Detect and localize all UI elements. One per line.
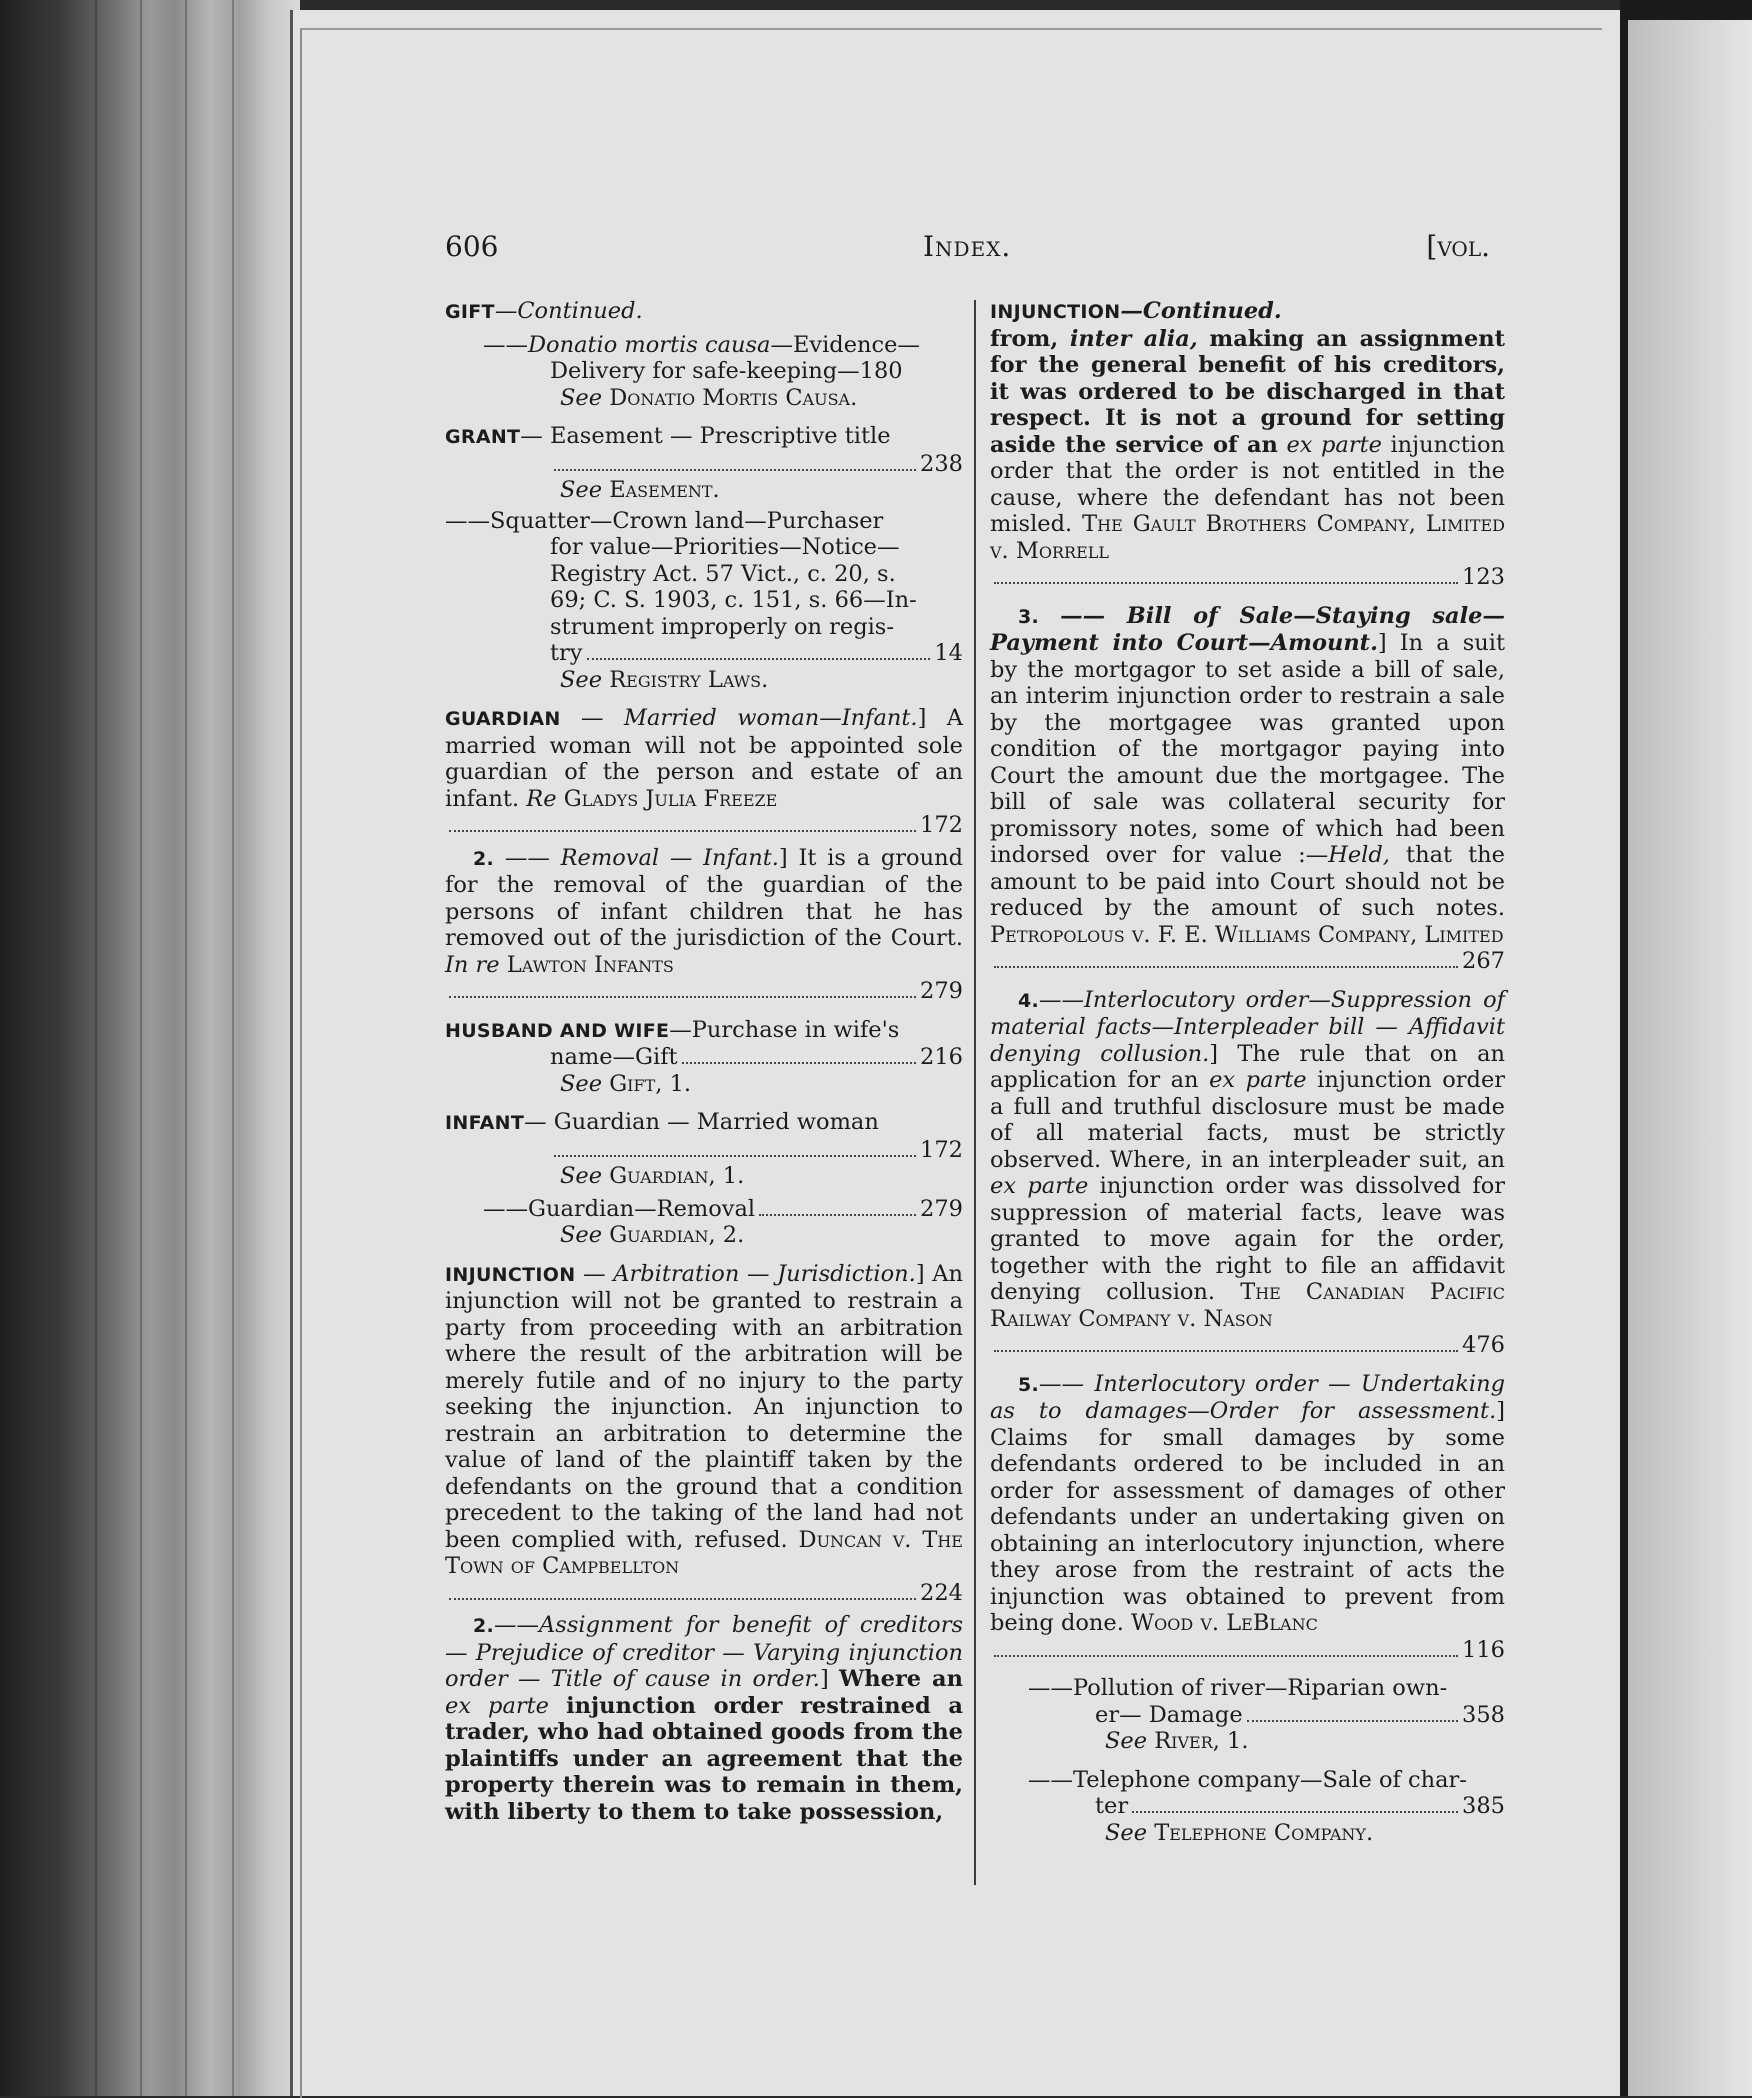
- text-head: GUARDIAN: [445, 708, 561, 730]
- text-e1-see: See: [560, 384, 603, 411]
- text-p1-page: 123: [1462, 564, 1505, 590]
- text-p1-c: injunction order that the order is not entitled in the cause, where the defendant has not been misled.: [990, 431, 1506, 537]
- text-re: Re: [526, 785, 557, 812]
- text-ref: Easement.: [609, 477, 720, 503]
- text-n2-t2: injunction order restrained a trader, who had obtained goods from the plaintiffs under an agreement that the property therein was to remain in them, with liberty to them to take possession,: [445, 1692, 964, 1825]
- text-p1-case: The Gault Brothers Company, Limited v. Morrell: [990, 511, 1505, 564]
- text-pol-ref: River, 1.: [1154, 1728, 1249, 1754]
- right-column: [990, 298, 1505, 1858]
- text-n3-text: In a suit by the mortgagor to set aside a bill of sale, an interim injunction order to restrain a sale by the mortgagee was granted upon condition of the mortgagor paying into Court the amount due the mortgagee. The bill of sale was collateral security for promissory notes, some of which had been indorsed over for value :—: [990, 630, 1505, 868]
- text-sq-page: 14: [934, 640, 963, 666]
- left-column: [445, 298, 963, 1837]
- text-p1-it2: ex parte: [1286, 431, 1382, 458]
- text-pol-see: See: [1105, 1728, 1148, 1754]
- text-tel-ref: Telephone Company.: [1154, 1819, 1374, 1846]
- text-ref: Gift, 1.: [609, 1070, 692, 1097]
- text-e1-it: Donatio mortis causa: [528, 331, 771, 358]
- text-n2-it: —— Removal — Infant.: [504, 844, 779, 871]
- text-text: An injunction will not be granted to restrain a party from proceeding with an arbitration where the result of the arbitration will be merely futile and of no injury to the party seeking the injunction. An injunction to restrain an arbitration to determine the value of land of the plaintiff taken by the defendants on the ground that a condition precedent to the taking of the land had not been complied with, refused.: [445, 1260, 964, 1553]
- text-l1: — Guardian — Married woman: [524, 1109, 879, 1135]
- text-p1-b: making an assignment for the general benefit of his creditors, it was ordered to be discharged in that respect. It is not a ground for setting aside the service of an: [990, 325, 1506, 458]
- text-n2-case: Lawton Infants: [506, 951, 674, 978]
- text-e1-ref: Donatio Mortis Causa.: [609, 384, 858, 411]
- text-page: 172: [920, 1136, 963, 1163]
- text-n4-t3: injunction order was dissolved for suppression of material facts, leave was granted to move again for the order, together with the right to file an affidavit denying collusion.: [990, 1173, 1505, 1305]
- text-cont-head: INJUNCTION: [990, 301, 1121, 323]
- entry-injunction-5: 5.—— Interlocutory order — Undertaking as to damages—Order for assessment.] Claims for small damages by some defendants ordered to be included in an order for assessment of damages of other defendants under an undertaking given on obtaining an interlocutory injunction, where they arose from the restraint of acts the injunction was obtained to prevent from being done. Wood v. LeBlanc 116: [990, 1370, 1505, 1663]
- text-n3: 3.: [1018, 605, 1040, 628]
- text-n4-it2: ex parte: [1209, 1067, 1307, 1093]
- column-divider: [974, 300, 976, 1885]
- text-head: INJUNCTION: [445, 1263, 576, 1286]
- text-n2: 2.: [473, 847, 495, 870]
- text-head: GRANT: [445, 426, 521, 448]
- text-tel2: ter: [1095, 1793, 1129, 1819]
- text-case: Duncan v. The Town of Campbellton: [445, 1526, 963, 1579]
- text-page: 224: [920, 1579, 963, 1606]
- text-see: See: [560, 1070, 603, 1097]
- next-page-edge: [1628, 20, 1752, 2096]
- text-e1-l2: Delivery for safe-keeping—180: [550, 358, 903, 384]
- text-n3-page: 267: [1462, 948, 1505, 974]
- text-n3-text2: that the amount to be paid into Court should not be reduced by the amount of such notes.: [990, 842, 1505, 921]
- text-n4-page: 476: [1462, 1332, 1505, 1358]
- text-sq2: for value—Priorities—Notice—: [550, 534, 900, 560]
- text-n4-it3: ex parte: [990, 1173, 1089, 1199]
- text-text: A married woman will not be appointed sole guardian of the person and estate of an infant.: [445, 705, 963, 812]
- text-tel-see: See: [1105, 1819, 1148, 1846]
- text-page: 172: [920, 812, 963, 838]
- text-n2-text: It is a ground for the removal of the guardian of the persons of infant children that he has removed out of the jurisdiction of the Court.: [445, 844, 963, 951]
- text-cont: —Continued.: [494, 298, 643, 324]
- text-n2-re: In re: [445, 951, 500, 978]
- text-p1-a: from,: [990, 325, 1059, 352]
- entry-injunction-telephone: [990, 1767, 1505, 1847]
- page-header: [445, 230, 1490, 270]
- entry-guardian: GUARDIAN — Married woman—Infant.] A married woman will not be appointed sole guardian of the person and estate of an infant. Re Gladys Julia Freeze 172 2. —— Removal — Infant.] It is a ground for the removal of the guardian of the persons of infant children that he has removed out of the jurisdiction of the Court. In re Lawton Infants 279: [445, 705, 963, 1004]
- text-pol-page: 358: [1462, 1701, 1505, 1728]
- page-title: Index.: [923, 230, 1012, 263]
- text-case: Gladys Julia Freeze: [563, 785, 778, 812]
- text-sq1: ——Squatter—Crown land—Purchaser: [445, 507, 884, 534]
- text-see2: See: [560, 1222, 603, 1248]
- text-head: HUSBAND AND WIFE: [445, 1019, 670, 1042]
- text-pol1: ——Pollution of river—Riparian own-: [1028, 1675, 1448, 1701]
- text-head: INFANT: [445, 1112, 525, 1134]
- text-n3-it: —— Bill of Sale—Staying sale—Payment into Court—Amount.: [990, 602, 1505, 656]
- text-sq3: Registry Act. 57 Vict., c. 20, s.: [550, 560, 896, 587]
- text-ref: Guardian, 1.: [609, 1163, 745, 1189]
- text-l1: — Easement — Prescriptive title: [520, 423, 891, 449]
- text-n4: 4.: [1018, 989, 1040, 1012]
- text-n4-t2: injunction order a full and truthful disclosure must be made of all material facts, must be strictly observed. Where, in an interpleader suit, an: [990, 1067, 1506, 1173]
- text-n2-it2: ex parte: [445, 1692, 549, 1719]
- text-n5-case: Wood v. LeBlanc: [1131, 1610, 1318, 1636]
- text-head: GIFT: [445, 301, 495, 323]
- text-l3: ——Guardian—Removal: [483, 1195, 756, 1222]
- text-e1-b: —Evidence—: [770, 331, 920, 358]
- entry-injunction-pollution: [990, 1675, 1505, 1755]
- text-n2-page: 279: [920, 978, 963, 1004]
- text-see: See: [560, 477, 603, 503]
- text-sq6: try: [550, 640, 583, 666]
- text-it: Married woman—Infant.: [623, 705, 918, 731]
- text-l2: name—Gift: [550, 1044, 678, 1070]
- text-see: See: [560, 1163, 603, 1189]
- text-n5-text: Claims for small damages by some defendants ordered to be included in an order for assessment of damages of other defendants under an undertaking given on obtaining an interlocutory injunction, where they arose from the restraint of acts the injunction was obtained to prevent from being done.: [990, 1424, 1505, 1636]
- text-n4-case: The Canadian Pacific Railway Company v. Nason: [990, 1279, 1505, 1332]
- entry-infant: [445, 1109, 963, 1249]
- text-pol2: er— Damage: [1095, 1701, 1243, 1728]
- text-n2: 2.: [473, 1615, 495, 1637]
- text-sq5: strument improperly on regis-: [550, 613, 894, 640]
- text-sq-see: See: [560, 666, 603, 693]
- text-n2-t1: Where an: [839, 1666, 963, 1692]
- text-it: — Arbitration — Jurisdiction.: [583, 1260, 916, 1287]
- text-n3-held: Held,: [1328, 842, 1390, 868]
- entry-gift: [445, 298, 963, 411]
- entry-grant: [445, 423, 963, 693]
- text-sq-ref: Registry Laws.: [609, 666, 769, 693]
- text-tel1: ——Telephone company—Sale of char-: [1028, 1766, 1467, 1793]
- text-l1: —Purchase in wife's: [669, 1016, 900, 1043]
- text-cont: —Continued.: [1120, 298, 1282, 324]
- text-ref2: Guardian, 2.: [609, 1222, 745, 1248]
- text-n5: 5.: [1018, 1373, 1040, 1396]
- volume-label: [vol.: [1426, 230, 1490, 263]
- text-n4-t1: The rule that on an application for an: [990, 1040, 1505, 1093]
- page-edges: [0, 0, 300, 2096]
- entry-husband-and-wife: [445, 1017, 963, 1098]
- text-tel-page: 385: [1462, 1793, 1505, 1819]
- text-sq4: 69; C. S. 1903, c. 151, s. 66—In-: [550, 587, 917, 613]
- entry-injunction-3: 3. —— Bill of Sale—Staying sale—Payment into Court—Amount.] In a suit by the mortgagor to set aside a bill of sale, an interim injunction order to restrain a sale by the mortgagee was granted upon condition of the mortgagor paying into Court the amount due the mortgagee. The bill of sale was collateral security for promissory notes, some of which had been indorsed over for value :—Held, that the amount to be paid into Court should not be reduced by the amount of such notes. Petropolous v. F. E. Williams Company, Limited 267: [990, 602, 1505, 974]
- page-number: 606: [445, 230, 499, 263]
- text-n5-it: —— Interlocutory order — Undertaking as to damages—Order for assessment.: [990, 1370, 1505, 1424]
- entry-injunction-continued: [990, 298, 1505, 591]
- text-n4-it: ——Interlocutory order—Suppression of material facts—Interpleader bill — Affidavit denying collusion.: [990, 986, 1505, 1067]
- text-n3-case: Petropolous v. F. E. Williams Company, Limited: [990, 921, 1504, 948]
- text-page2: 279: [920, 1195, 963, 1222]
- entry-injunction: INJUNCTION — Arbitration — Jurisdiction.] An injunction will not be granted to restrain a party from proceeding with an arbitration where the result of the arbitration will be merely futile and of no injury to the party seeking the injunction. An injunction to restrain an arbitration to determine the value of land of the plaintiff taken by the defendants on the ground that a condition precedent to the taking of the land had not been complied with, refused. Duncan v. The Town of Campbellton 224 2.——Assignment for benefit of creditors — Prejudice of creditor — Varying injunction order — Title of cause in order.] Where an ex parte injunction order restrained a trader, who had obtained goods from the plaintiffs under an agreement that the property therein was to remain in them, with liberty to them to take possession,: [445, 1260, 964, 1825]
- text-p1-it: inter alia,: [1069, 325, 1198, 352]
- text-e1-a: ——: [483, 331, 528, 358]
- text-n2-it: ——Assignment for benefit of creditors — Prejudice of creditor — Varying injunction order — Title of cause in order.: [445, 1612, 963, 1692]
- text-n5-page: 116: [1462, 1636, 1505, 1663]
- text-page: 238: [920, 450, 963, 477]
- text-page: 216: [920, 1044, 963, 1070]
- entry-injunction-4: 4.——Interlocutory order—Suppression of material facts—Interpleader bill — Affidavit denying collusion.] The rule that on an application for an ex parte injunction order a full and truthful disclosure must be made of all material facts, must be strictly observed. Where, in an interpleader suit, an ex parte injunction order was dissolved for suppression of material facts, leave was granted to move again for the order, together with the right to file an affidavit denying collusion. The Canadian Pacific Railway Company v. Nason 476: [990, 986, 1506, 1358]
